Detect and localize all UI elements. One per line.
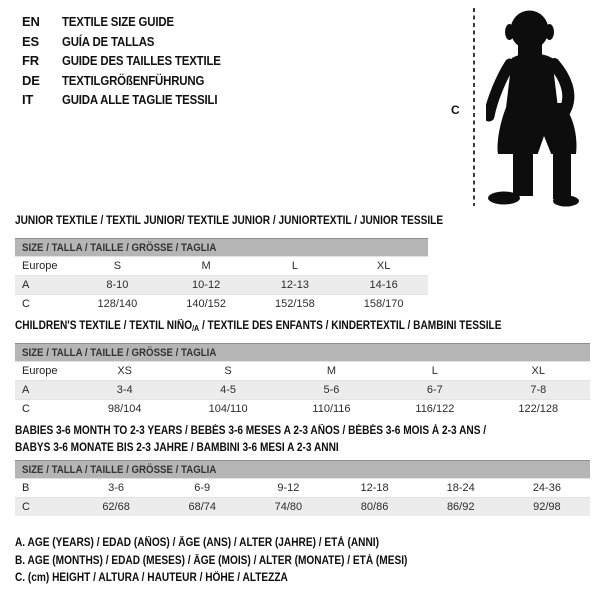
language-row-de <box>22 71 242 91</box>
table-row-age: A 3-4 4-5 5-6 6-7 7-8 <box>15 381 590 400</box>
legend-age-months: B. AGE (MONTHS) / EDAD (MESES) / ÂGE (MOIS) / ALTER (MONATE) / ETÀ (MESI) <box>15 554 408 567</box>
language-label: GUIDE DES TAILLES TEXTILE <box>62 53 221 68</box>
table-row-age-months: B 3-6 6-9 9-12 12-18 18-24 24-36 <box>15 479 590 498</box>
language-code: IT <box>22 92 34 107</box>
babies-size-table <box>15 460 590 516</box>
language-code: FR <box>22 53 39 68</box>
size-header-label: SIZE / TALLA / TAILLE / GRÖSSE / TAGLIA <box>15 239 428 257</box>
language-row-en <box>22 12 242 32</box>
language-list <box>22 12 242 110</box>
language-label: TEXTILE SIZE GUIDE <box>62 14 174 29</box>
size-header-row <box>15 239 428 257</box>
height-measure-label: C <box>451 103 460 117</box>
language-label: GUÍA DE TALLAS <box>62 33 155 49</box>
language-label: TEXTILGRÖßENFÜHRUNG <box>62 72 205 88</box>
language-code: EN <box>22 14 40 29</box>
language-row-fr <box>22 51 242 71</box>
legend-age-years: A. AGE (YEARS) / EDAD (AÑOS) / ÂGE (ANS) / ALTER (JAHRE) / ETÀ (ANNI) <box>15 537 379 549</box>
language-code: ES <box>22 33 39 49</box>
children-section-title: CHILDREN'S TEXTILE / TEXTIL $NIÑO_{/A}$ / TEXTILE DES ENFANTS / KINDERTEXTIL / BAMBINI TESSILE <box>15 320 502 333</box>
table-row-height: C 128/140 140/152 152/158 158/170 <box>15 295 428 314</box>
size-header-label: SIZE / TALLA / TAILLE / GRÖSSE / TAGLIA <box>15 344 590 362</box>
table-row-height: C 62/68 68/74 74/80 80/86 86/92 92/98 <box>15 498 590 517</box>
junior-section-title: JUNIOR TEXTILE / TEXTIL JUNIOR/ TEXTILE JUNIOR / JUNIORTEXTIL / JUNIOR TESSILE <box>15 215 444 227</box>
language-code: DE <box>22 72 40 88</box>
children-size-table <box>15 343 590 418</box>
language-row-es <box>22 32 242 52</box>
legend <box>15 535 461 588</box>
table-row-age: A 8-10 10-12 12-13 14-16 <box>15 276 428 295</box>
babies-section-title: BABIES 3-6 MONTH TO 2-3 YEARS / BEBÉS 3-6 MESES A 2-3 AÑOS / BÉBÉS 3-6 MOIS À 2-3 ANS / BABYS 3-6 MONATE BIS 2-3 JAHRE / BAMBINI 3-6 MESI A 2-3 ANNI <box>15 425 487 454</box>
nino-a-subscript: /A <box>192 324 200 333</box>
size-header-row <box>15 344 590 362</box>
language-row-it <box>22 90 242 110</box>
table-row-europe: Europe S M L XL <box>15 257 428 276</box>
baby-silhouette-icon <box>486 8 586 208</box>
language-label: GUIDA ALLE TAGLIE TESSILI <box>62 92 218 107</box>
size-header-label: SIZE / TALLA / TAILLE / GRÖSSE / TAGLIA <box>15 461 590 479</box>
height-dashed-line <box>473 8 475 206</box>
legend-height-cm: C. (cm) HEIGHT / ALTURA / HAUTEUR / HÖHE / ALTEZZA <box>15 572 288 585</box>
table-row-height: C 98/104 104/110 110/116 116/122 122/128 <box>15 400 590 419</box>
size-header-row <box>15 461 590 479</box>
table-row-europe: Europe XS S M L XL <box>15 362 590 381</box>
junior-size-table <box>15 238 428 313</box>
